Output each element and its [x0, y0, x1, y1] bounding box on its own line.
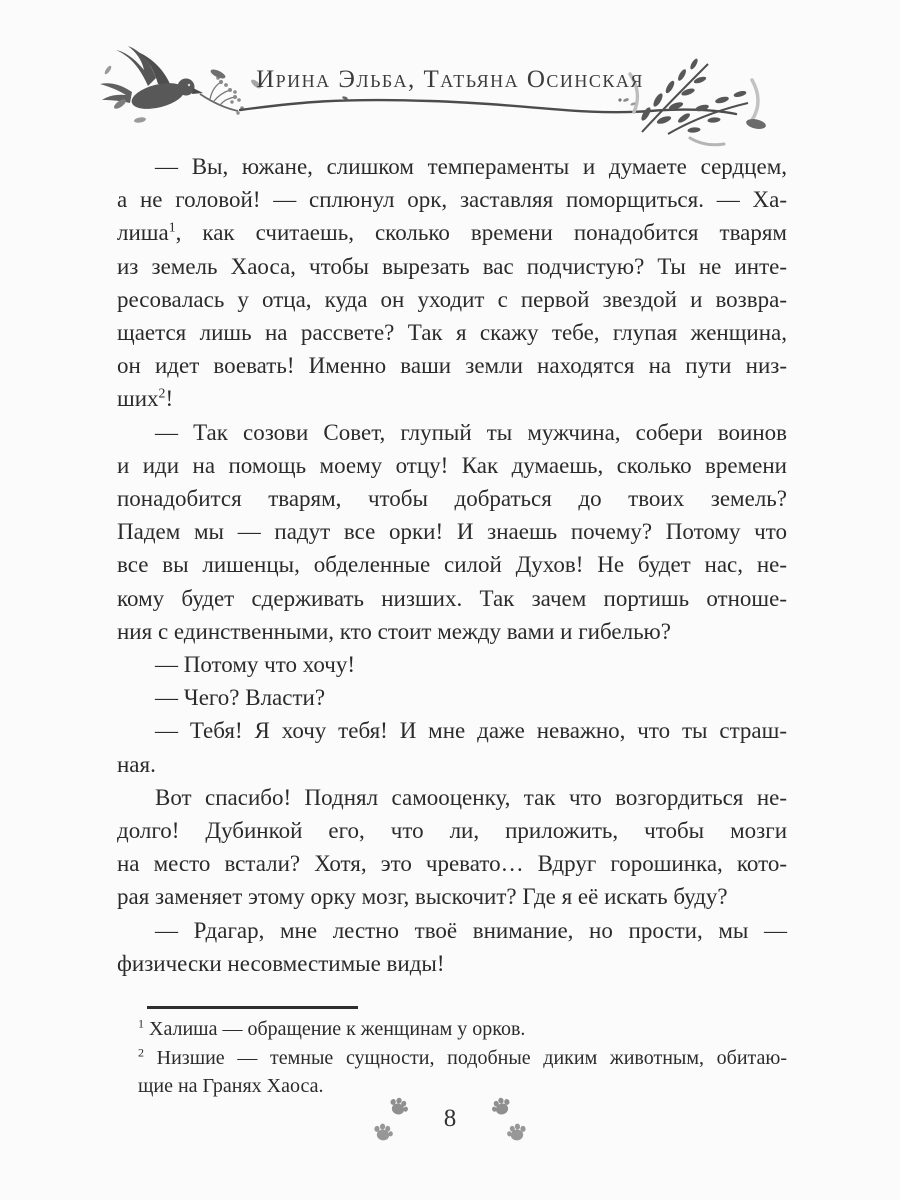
footnote-ref: 2	[158, 385, 166, 401]
page-footer	[0, 1094, 900, 1150]
paragraph	[117, 781, 787, 914]
paw-prints-icon	[368, 1094, 414, 1150]
text-line: физически несовместимые виды!	[117, 950, 445, 976]
text-line: — Рдагар, мне лестно твоё внимание, но прости, мы —	[155, 917, 787, 943]
text-line: — Так созови Совет, глупый ты мужчина, собери воинов	[155, 419, 787, 445]
text-line: — Тебя! Я хочу тебя! И мне даже неважно, что ты страш-	[155, 718, 787, 744]
paragraph	[117, 681, 787, 714]
text-line: из земель Хаоса, чтобы вырезать вас подчистую? Ты не инте-	[117, 253, 787, 279]
footnote-marker: 2	[138, 1044, 144, 1059]
body-text	[117, 150, 787, 980]
footnote-marker: 1	[138, 1016, 144, 1031]
text-line: ресовалась у отца, куда он уходит с первой звездой и возвра-	[117, 286, 787, 312]
page-header-author: Ирина Эльба, Татьяна Осинская	[256, 66, 644, 93]
text-line: долго! Дубинкой его, что ли, приложить, чтобы мозги	[117, 818, 787, 844]
text-line: кому будет сдерживать низших. Так зачем портишь отноше-	[117, 585, 787, 611]
page-number: 8	[443, 1105, 457, 1132]
text-line: — Вы, южане, слишком темпераменты и думаете сердцем,	[155, 154, 787, 179]
paragraph	[117, 914, 787, 980]
footnote-separator	[147, 1006, 358, 1009]
paragraph	[117, 648, 787, 681]
footnote-ref: 1	[168, 219, 176, 235]
paragraph	[117, 714, 787, 780]
text-line: Вот спасибо! Поднял самооценку, так что возгордиться не-	[155, 784, 787, 810]
text-line: щается лишь на рассвете? Так я скажу тебе, глупая женщина,	[117, 320, 787, 346]
footnote-line: $^1$ Халиша — обращение к женщинам у орков.	[138, 1016, 526, 1040]
text-line: на место встали? Хотя, это чревато… Вдруг горошинка, кото-	[117, 851, 787, 877]
text-line: и иди на помощь моему отцу! Как думаешь, сколько времени	[117, 452, 787, 478]
paw-prints-icon	[486, 1094, 532, 1150]
footnote-line: $^2$ Низшие — темные сущности, подобные диким животным, обитаю-	[138, 1044, 787, 1069]
paragraph	[117, 150, 787, 416]
text-line: Падем мы — падут все орки! И знаешь почему? Потому что	[117, 519, 787, 545]
text-line: понадобится тварям, чтобы добраться до твоих земель?	[117, 486, 787, 512]
text-line: ших$^2$!	[117, 385, 174, 412]
text-line: он идет воевать! Именно ваши земли находятся на пути низ-	[117, 353, 787, 379]
text-line: рая заменяет этому орку мозг, выскочит? Где я её искать буду?	[117, 884, 728, 910]
text-line: все вы лишенцы, обделенные силой Духов! Не будет нас, не-	[117, 552, 787, 578]
text-line: лиша$^1$, как считаешь, сколько времени понадобится тварям	[117, 219, 787, 246]
footnote-line: щие на Гранях Хаоса.	[138, 1075, 324, 1098]
paragraph	[117, 416, 787, 648]
header-decoration	[0, 40, 900, 150]
text-line: ная.	[117, 751, 156, 777]
text-line: а не головой! — сплюнул орк, заставляя поморщиться. — Ха-	[117, 187, 787, 213]
text-line: ния с единственными, кто стоит между вами и гибелью?	[117, 618, 671, 644]
text-line: — Чего? Власти?	[155, 685, 326, 711]
footnotes	[138, 1015, 787, 1101]
text-line: — Потому что хочу!	[155, 652, 355, 678]
